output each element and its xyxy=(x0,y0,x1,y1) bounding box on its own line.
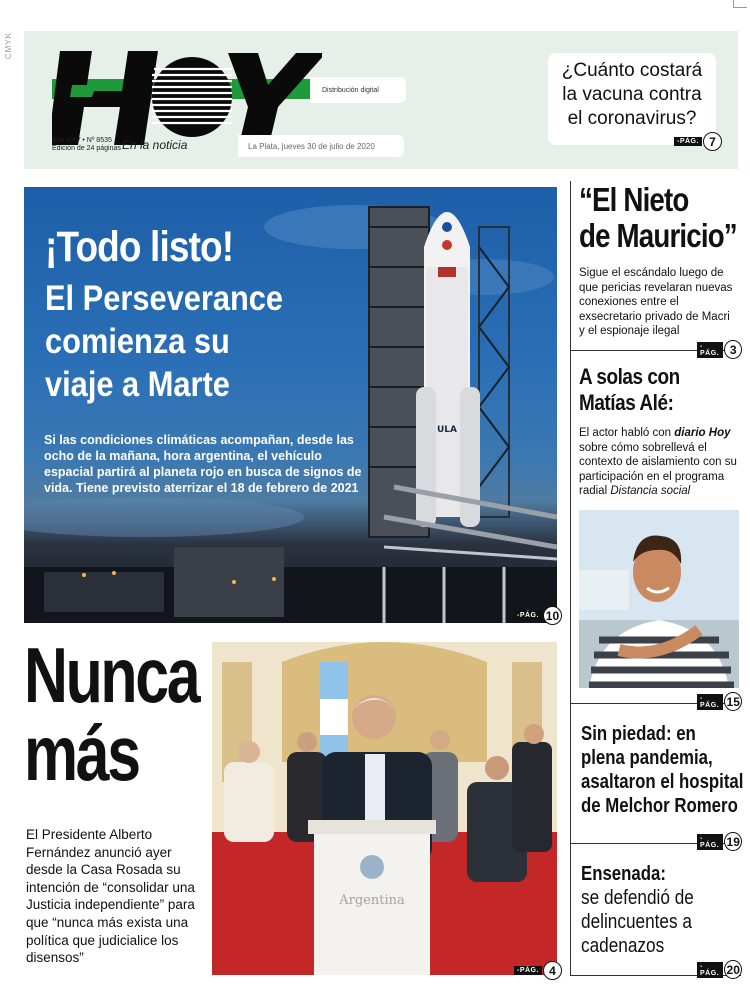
tagline: En la noticia xyxy=(122,138,188,152)
page-label: -PÁG. xyxy=(674,137,702,146)
crop-mark xyxy=(733,0,747,8)
lead-body: Si las condiciones climáticas acompañan, desde las ocho de la mañana, hora argentina, el vehículo espacial partirá al planeta rojo en busca de signos de vida. Tiene previsto aterrizar el 18 de febrero de 2021 xyxy=(44,433,362,495)
page-label: -PÁG. xyxy=(697,834,723,850)
page-ref-lead[interactable] xyxy=(514,606,562,625)
page-number: 10 xyxy=(543,606,562,625)
story-title: Matías Alé: xyxy=(579,390,674,415)
subhead-line: comienza su xyxy=(45,322,230,361)
edition-number: Año XXV • Nº 8535 xyxy=(52,137,112,144)
page-number: 3 xyxy=(724,340,742,359)
story-title: asaltaron el hospital xyxy=(581,771,744,793)
page-number: 7 xyxy=(703,132,722,151)
story-nieto[interactable] xyxy=(571,181,741,357)
page-ref-nunca[interactable] xyxy=(514,961,562,980)
story-title: de Melchor Romero xyxy=(581,795,738,817)
lectern-text: Argentina xyxy=(339,893,405,908)
teaser-line: la vacuna contra xyxy=(562,84,702,105)
subhead-line: viaje a Marte xyxy=(45,365,230,404)
headline-line: Nunca xyxy=(24,631,199,719)
page-label: -PÁG. xyxy=(697,342,723,358)
story-line: cadenazos xyxy=(581,935,665,957)
page-number: 15 xyxy=(724,692,742,711)
story-ensenada[interactable] xyxy=(571,844,741,976)
body-text: El actor habló con xyxy=(579,427,675,439)
body-text: sobre cómo sobrellevá el contexto de aislamiento con su participación en el programa radial xyxy=(579,441,737,497)
nunca-body: El Presidente Alberto Fernández anunció ayer desde la Casa Rosada su intención de “consolidar una Justicia independiente” para que “nunca más exista una política que judicialice los disensos” xyxy=(26,827,195,966)
page-number: 19 xyxy=(724,832,742,851)
lead-subheadline xyxy=(45,277,318,406)
rocket-logo-text: ULA xyxy=(436,425,458,435)
story-ale[interactable] xyxy=(571,351,741,709)
story-title: “El Nieto xyxy=(579,181,689,218)
page-label: -PÁG. xyxy=(697,962,723,978)
page-ref-teaser[interactable] xyxy=(674,132,722,151)
cmyk-mark: CMYK xyxy=(4,32,13,60)
subhead-line: El Perseverance xyxy=(45,279,284,318)
story-title: Sin piedad: en xyxy=(581,723,696,745)
page-number: 4 xyxy=(543,961,562,980)
story-title: A solas con xyxy=(579,364,680,389)
distribution-label: Distribución digital xyxy=(310,77,406,103)
story-title: de Mauricio” xyxy=(579,217,737,254)
story-title: plena pandemia, xyxy=(581,747,713,769)
story-line: se defendió de xyxy=(581,887,694,909)
page-label: -PÁG. xyxy=(514,966,542,975)
body-emphasis: diario Hoy xyxy=(674,427,731,439)
story-title: Ensenada: xyxy=(581,863,666,885)
masthead xyxy=(24,31,738,169)
page-label: -PÁG. xyxy=(697,694,723,710)
story-line: delincuentes a xyxy=(581,911,692,933)
casa-rosada-photo[interactable] xyxy=(212,642,557,975)
actor-photo xyxy=(579,510,739,688)
right-column xyxy=(570,181,744,977)
story-body xyxy=(579,426,737,499)
teaser-line: ¿Cuánto costará xyxy=(561,60,703,81)
edition-date: La Plata, jueves 30 de julio de 2020 xyxy=(238,135,404,157)
headline-line: más xyxy=(24,709,139,797)
page-label: -PÁG. xyxy=(514,611,542,620)
story-body: Sigue el escándalo luego de que pericias revelaran nuevas conexiones entre el exsecretario privado de Macri y el espionaje ilegal xyxy=(579,267,733,337)
body-emphasis: Distancia social xyxy=(610,485,691,497)
teaser-line: el coronavirus? xyxy=(567,108,697,129)
edition-info xyxy=(52,137,121,153)
page-ref[interactable] xyxy=(697,960,742,979)
lead-story[interactable] xyxy=(24,187,557,623)
lead-headline: ¡Todo listo! xyxy=(45,223,234,271)
nunca-headline xyxy=(24,631,199,797)
page-number: 20 xyxy=(724,960,742,979)
story-piedad[interactable] xyxy=(571,704,744,849)
edition-pages: Edición de 24 páginas xyxy=(52,145,121,152)
